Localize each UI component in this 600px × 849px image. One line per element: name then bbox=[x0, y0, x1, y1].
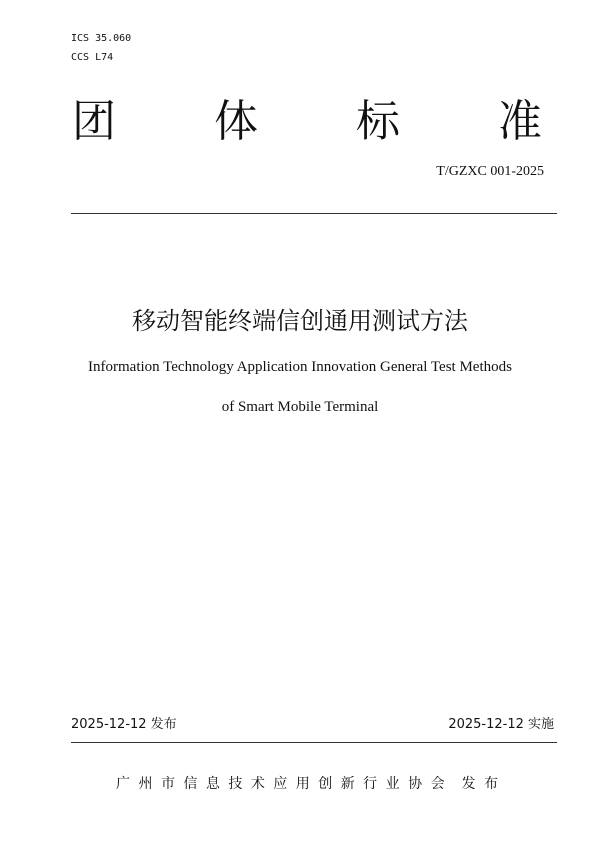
publisher-char: 广 bbox=[116, 776, 130, 792]
publish-date: 2025-12-12 发布 bbox=[71, 717, 177, 732]
publisher-char: 行 bbox=[363, 776, 378, 792]
publisher-char: 新 bbox=[340, 776, 355, 792]
publisher-char: 州 bbox=[138, 776, 153, 792]
publisher-char: 息 bbox=[205, 776, 220, 792]
standard-type-char: 体 bbox=[214, 96, 258, 147]
publisher-char: 技 bbox=[228, 776, 243, 792]
publisher-char: 协 bbox=[408, 776, 423, 792]
document-title-chinese: 移动智能终端信创通用测试方法 bbox=[132, 307, 468, 335]
publisher-char: 创 bbox=[318, 776, 333, 792]
document-title-english-line2: of Smart Mobile Terminal bbox=[221, 399, 379, 415]
publisher-char: 布 bbox=[483, 776, 498, 792]
implementation-date: 2025-12-12 实施 bbox=[448, 717, 554, 732]
ics-code: ICS 35.060 bbox=[71, 33, 132, 44]
standard-number: T/GZXC 001-2025 bbox=[436, 164, 544, 179]
publisher-char: 会 bbox=[430, 776, 445, 792]
publisher-char: 业 bbox=[385, 776, 400, 792]
document-title-english-line1: Information Technology Application Innovation General Test Methods bbox=[88, 359, 512, 375]
standard-type-char: 团 bbox=[72, 96, 116, 147]
standard-type-char: 准 bbox=[498, 96, 542, 147]
publisher-char: 用 bbox=[295, 776, 310, 792]
bottom-divider bbox=[71, 742, 557, 743]
standard-type-char: 标 bbox=[356, 96, 400, 147]
standard-type-title bbox=[72, 92, 542, 152]
top-divider bbox=[71, 213, 557, 214]
publisher-char: 发 bbox=[461, 776, 476, 792]
publisher-char: 信 bbox=[183, 776, 198, 792]
publisher-line bbox=[116, 775, 498, 793]
ccs-code: CCS L74 bbox=[71, 52, 114, 63]
publisher-char: 市 bbox=[160, 776, 175, 792]
publisher-char: 应 bbox=[273, 776, 288, 792]
publisher-char: 术 bbox=[250, 776, 265, 792]
